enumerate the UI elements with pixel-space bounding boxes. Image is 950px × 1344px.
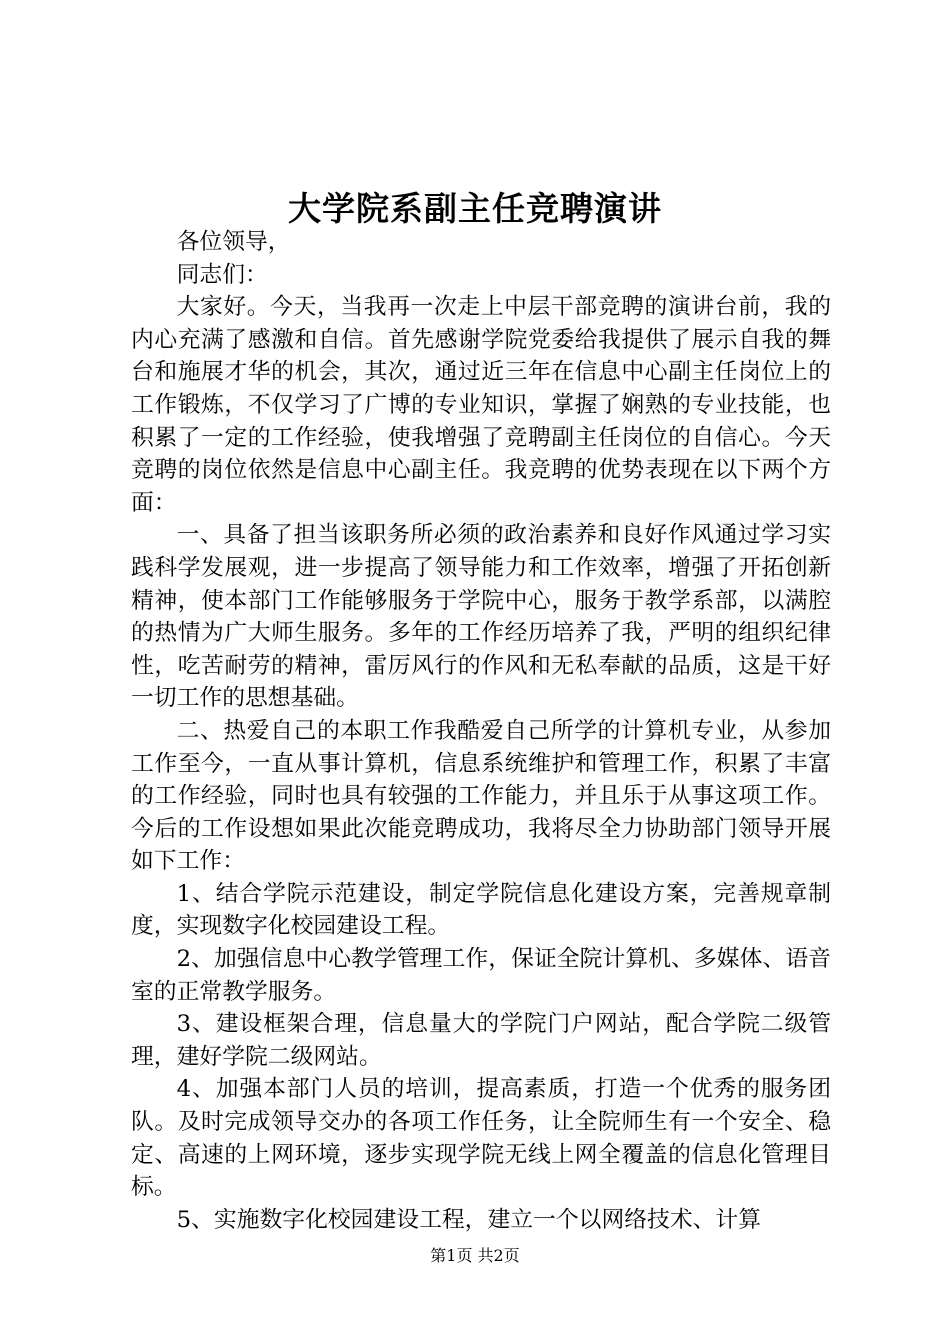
salutation-comrades: 同志们： [176,261,268,288]
page-number-footer: 第1页 共2页 [430,1246,520,1265]
body-paragraph-advantage-2: 二、热爱自己的本职工作我酷爱自己所学的计算机专业，从参加工作至今，一直从事计算机，信息系统维护和管理工作，积累了丰富的工作经验，同时也具有较强的工作能力，并且乐于从事这项工作。今后的工作设想如果此次能竞聘成功，我将尽全力协助部门领导开展如下工作： [131,717,831,875]
plan-item-4: 4、加强本部门人员的培训，提高素质，打造一个优秀的服务团队。及时完成领导交办的各项工作任务，让全院师生有一个安全、稳定、高速的上网环境，逐步实现学院无线上网全覆盖的信息化管理目标。 [131,1076,831,1201]
plan-item-2: 2、加强信息中心教学管理工作，保证全院计算机、多媒体、语音室的正常教学服务。 [131,946,831,1005]
plan-item-1: 1、结合学院示范建设，制定学院信息化建设方案，完善规章制度，实现数字化校园建设工程。 [131,880,831,940]
plan-item-5: 5、实施数字化校园建设工程，建立一个以网络技术、计算 [176,1206,762,1233]
document-title: 大学院系副主任竞聘演讲 [288,189,662,228]
body-paragraph-intro: 大家好。今天，当我再一次走上中层干部竞聘的演讲台前，我的内心充满了感激和自信。首先感谢学院党委给我提供了展示自我的舞台和施展才华的机会，其次，通过近三年在信息中心副主任岗位上的工作锻炼，不仅学习了广博的专业知识，掌握了娴熟的专业技能，也积累了一定的工作经验，使我增强了竞聘副主任岗位的自信心。今天竞聘的岗位依然是信息中心副主任。我竞聘的优势表现在以下两个方面： [131,294,831,516]
plan-item-3: 3、建设框架合理，信息量大的学院门户网站，配合学院二级管理，建好学院二级网站。 [131,1011,831,1070]
body-paragraph-advantage-1: 一、具备了担当该职务所必须的政治素养和良好作风通过学习实践科学发展观，进一步提高了领导能力和工作效率，增强了开拓创新精神，使本部门工作能够服务于学院中心，服务于教学系部，以满腔的热情为广大师生服务。多年的工作经历培养了我，严明的组织纪律性，吃苦耐劳的精神，雷厉风行的作风和无私奉献的品质，这是干好一切工作的思想基础。 [131,522,831,712]
document-body [131,226,831,1236]
salutation-leaders: 各位领导， [176,229,291,255]
